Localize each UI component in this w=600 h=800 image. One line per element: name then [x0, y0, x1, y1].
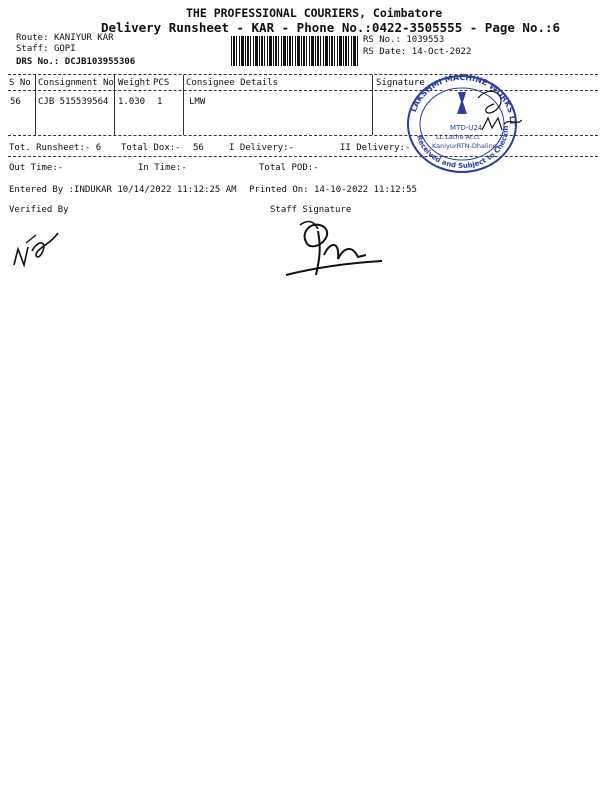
- out-time: Out Time:-: [9, 163, 64, 173]
- verified-by: Verified By: [9, 205, 69, 215]
- svg-text:Received and Subject to Checki: Received and Subject to Checkin: [414, 125, 511, 171]
- rs-no-label: RS No.:: [363, 35, 401, 45]
- ii-delivery: II Delivery:-: [340, 143, 411, 153]
- col-divider: [183, 75, 184, 135]
- staff-signature-icon: [278, 215, 388, 283]
- svg-text:MTD-U24: MTD-U24: [450, 124, 483, 132]
- drs-line: [16, 57, 135, 67]
- route-line: [16, 33, 114, 43]
- rs-no-line: [363, 35, 444, 45]
- drs-label: DRS No.:: [16, 57, 60, 67]
- company-title: THE PROFESSIONAL COURIERS, Coimbatore: [186, 6, 443, 20]
- staff-label: Staff:: [16, 44, 49, 54]
- verified-signature-icon: [8, 225, 68, 275]
- runsheet-title: Delivery Runsheet - KAR - Phone No.:0422-3505555 - Page No.:6: [101, 20, 561, 35]
- total-dox-value: 56: [193, 143, 204, 153]
- i-delivery: I Delivery:-: [229, 143, 295, 153]
- company-stamp: [400, 68, 522, 174]
- total-dox-label: Total Dox:-: [121, 143, 181, 153]
- rs-no-value: 1039553: [406, 35, 445, 45]
- staff-signature-label: Staff Signature: [270, 205, 352, 215]
- row-weight: 1.030: [118, 97, 146, 107]
- col-weight: Weight: [118, 78, 151, 88]
- in-time: In Time:-: [138, 163, 187, 173]
- entered-by: Entered By :INDUKAR 10/14/2022 11:12:25 AM: [9, 185, 237, 195]
- tot-runsheet: Tot. Runsheet:- 6: [9, 143, 102, 153]
- barcode: [231, 36, 358, 66]
- rs-date-label: RS Date:: [363, 47, 407, 57]
- col-divider: [114, 75, 115, 135]
- col-divider: [372, 75, 373, 135]
- total-pod: Total POD:-: [259, 163, 319, 173]
- svg-text:KaniyurRTN-Dhaling: KaniyurRTN-Dhaling: [432, 142, 497, 150]
- col-sno: S No: [9, 78, 31, 88]
- rs-date-line: [363, 47, 471, 57]
- row-pcs: 1: [157, 97, 163, 107]
- svg-text:LAKSHMI MACHINE WORKS LTD: LAKSHMI MACHINE WORKS LT: [408, 72, 518, 126]
- col-consignment: Consignment No: [38, 78, 114, 88]
- row-sno: 56: [10, 97, 21, 107]
- row-consignment: CJB 515539564: [38, 97, 109, 107]
- stamp-seal-icon: [400, 68, 522, 174]
- staff-line: [16, 44, 76, 54]
- svg-text:LL Lathe Acct: LL Lathe Acct: [436, 133, 480, 141]
- drs-value: DCJB103955306: [64, 57, 136, 67]
- route-label: Route:: [16, 33, 49, 43]
- printed-on: Printed On: 14-10-2022 11:12:55: [249, 185, 417, 195]
- col-signature: Signature: [376, 78, 425, 88]
- row-consignee: LMW: [189, 97, 206, 107]
- col-pcs: PCS: [153, 78, 170, 88]
- col-divider: [35, 75, 36, 135]
- route-value: KANIYUR KAR: [53, 33, 114, 43]
- rs-date-value: 14-Oct-2022: [411, 47, 472, 57]
- staff-value: GOPI: [53, 44, 76, 54]
- col-consignee: Consignee Details: [186, 78, 279, 88]
